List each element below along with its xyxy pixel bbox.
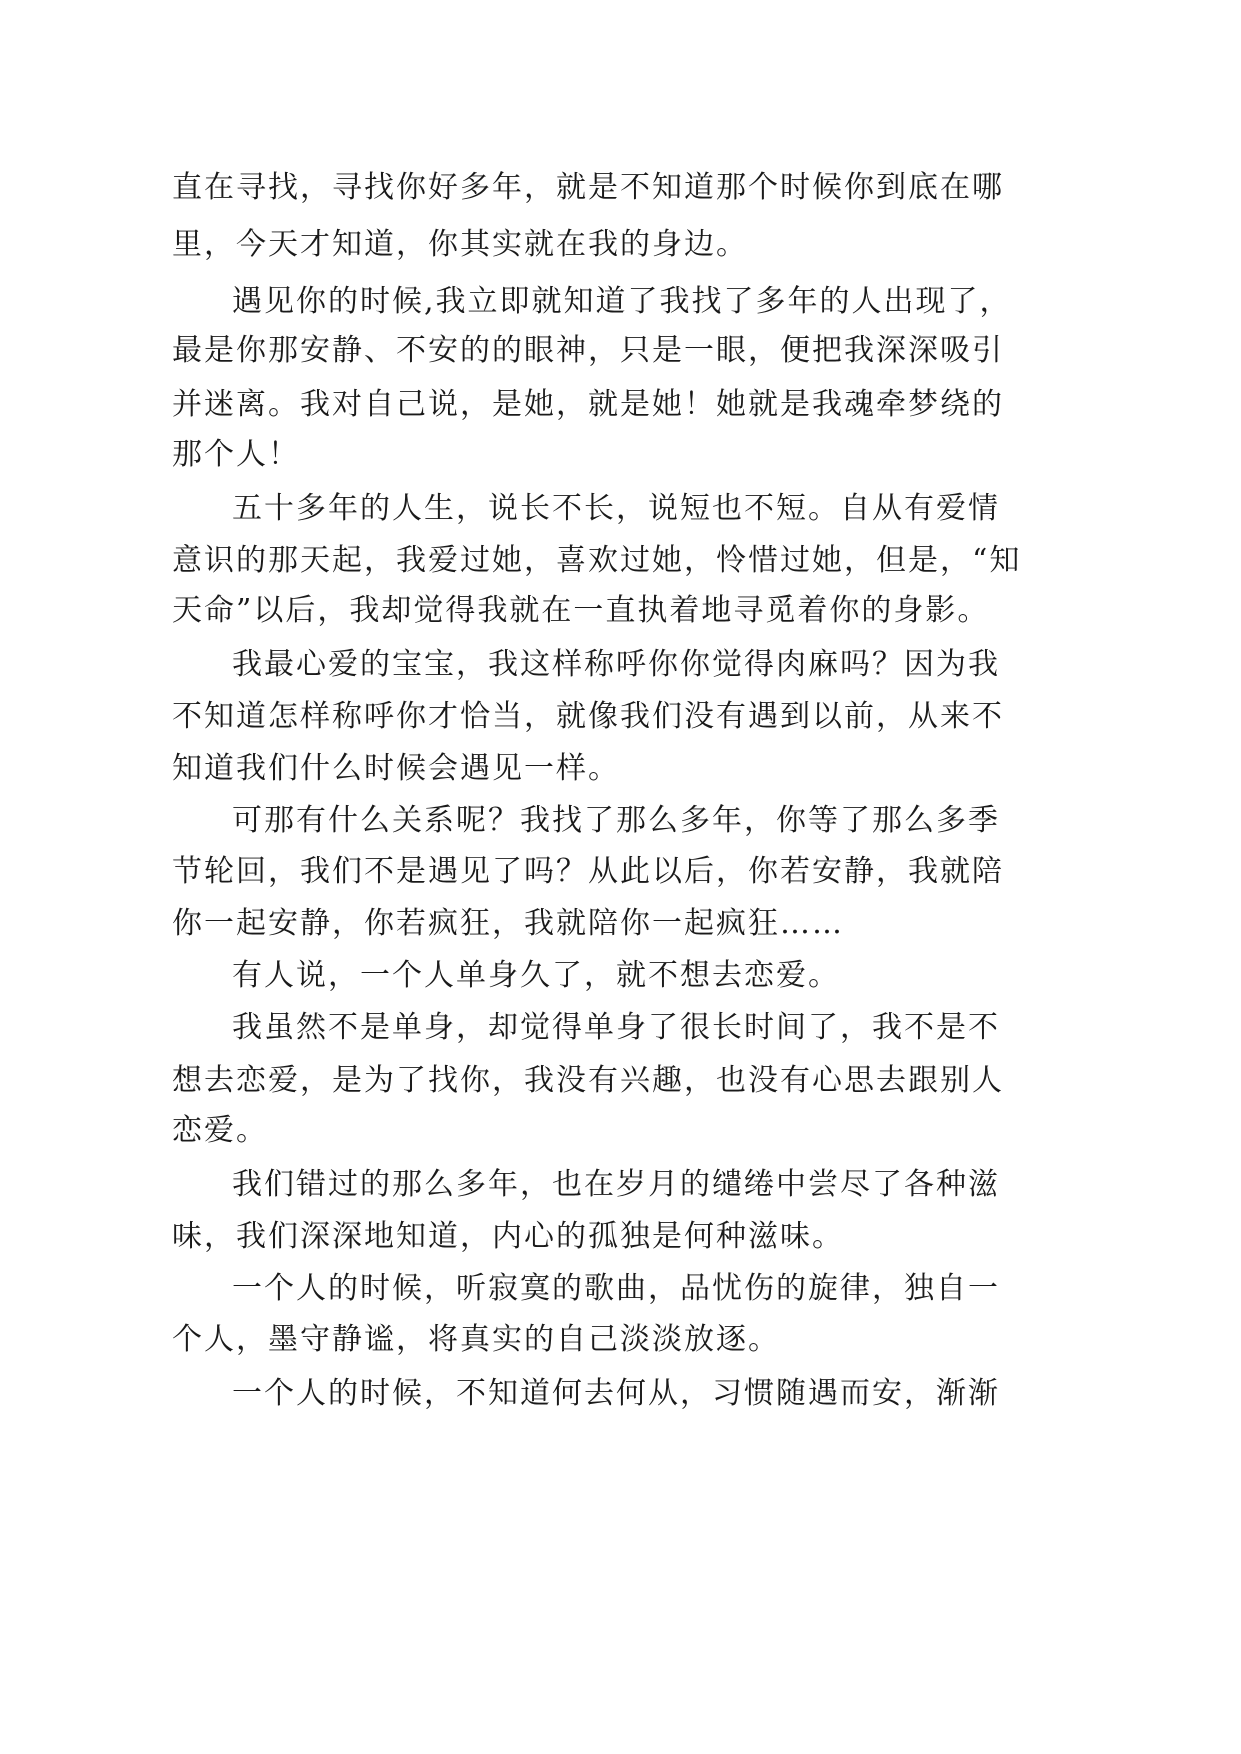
text-line: 知道我们什么时候会遇见一样。 (172, 751, 620, 786)
text-line: 想去恋爱，是为了找你，我没有兴趣，也没有心思去跟别人 (172, 1063, 1004, 1098)
text-line: 意识的那天起，我爱过她，喜欢过她，怜惜过她，但是，“知 (172, 543, 1022, 578)
text-line: 恋爱。 (172, 1113, 268, 1148)
text-line: 个人，墨守静谧，将真实的自己淡淡放逐。 (172, 1322, 780, 1357)
text-line: 天命”以后，我却觉得我就在一直执着地寻觅着你的身影。 (172, 593, 990, 628)
text-line: 那个人！ (172, 437, 300, 472)
text-line: 味，我们深深地知道，内心的孤独是何种滋味。 (172, 1219, 844, 1254)
text-line: 一个人的时候，不知道何去何从，习惯随遇而安，渐渐 (232, 1376, 1000, 1411)
text-line: 我们错过的那么多年，也在岁月的缱绻中尝尽了各种滋 (232, 1167, 1000, 1202)
text-line: 里，今天才知道，你其实就在我的身边。 (172, 227, 748, 262)
text-line: 你一起安静，你若疯狂，我就陪你一起疯狂…… (172, 906, 844, 941)
text-line: 五十多年的人生，说长不长，说短也不短。自从有爱情 (232, 491, 1000, 526)
text-line: 不知道怎样称呼你才恰当，就像我们没有遇到以前，从来不 (172, 699, 1004, 734)
text-line: 有人说，一个人单身久了，就不想去恋爱。 (232, 958, 840, 993)
text-line: 直在寻找，寻找你好多年，就是不知道那个时候你到底在哪 (172, 170, 1004, 205)
text-line: 我虽然不是单身，却觉得单身了很长时间了，我不是不 (232, 1010, 1000, 1045)
text-line: 遇见你的时候,我立即就知道了我找了多年的人出现了， (232, 284, 1012, 319)
text-line: 可那有什么关系呢？我找了那么多年，你等了那么多季 (232, 803, 1000, 838)
text-line: 一个人的时候，听寂寞的歌曲，品忧伤的旋律，独自一 (232, 1271, 1000, 1306)
text-line: 最是你那安静、不安的的眼神，只是一眼，便把我深深吸引 (172, 333, 1004, 368)
text-line: 我最心爱的宝宝，我这样称呼你你觉得肉麻吗？因为我 (232, 647, 1000, 682)
text-line: 并迷离。我对自己说，是她，就是她！她就是我魂牵梦绕的 (172, 387, 1004, 422)
text-line: 节轮回，我们不是遇见了吗？从此以后，你若安静，我就陪 (172, 854, 1004, 889)
